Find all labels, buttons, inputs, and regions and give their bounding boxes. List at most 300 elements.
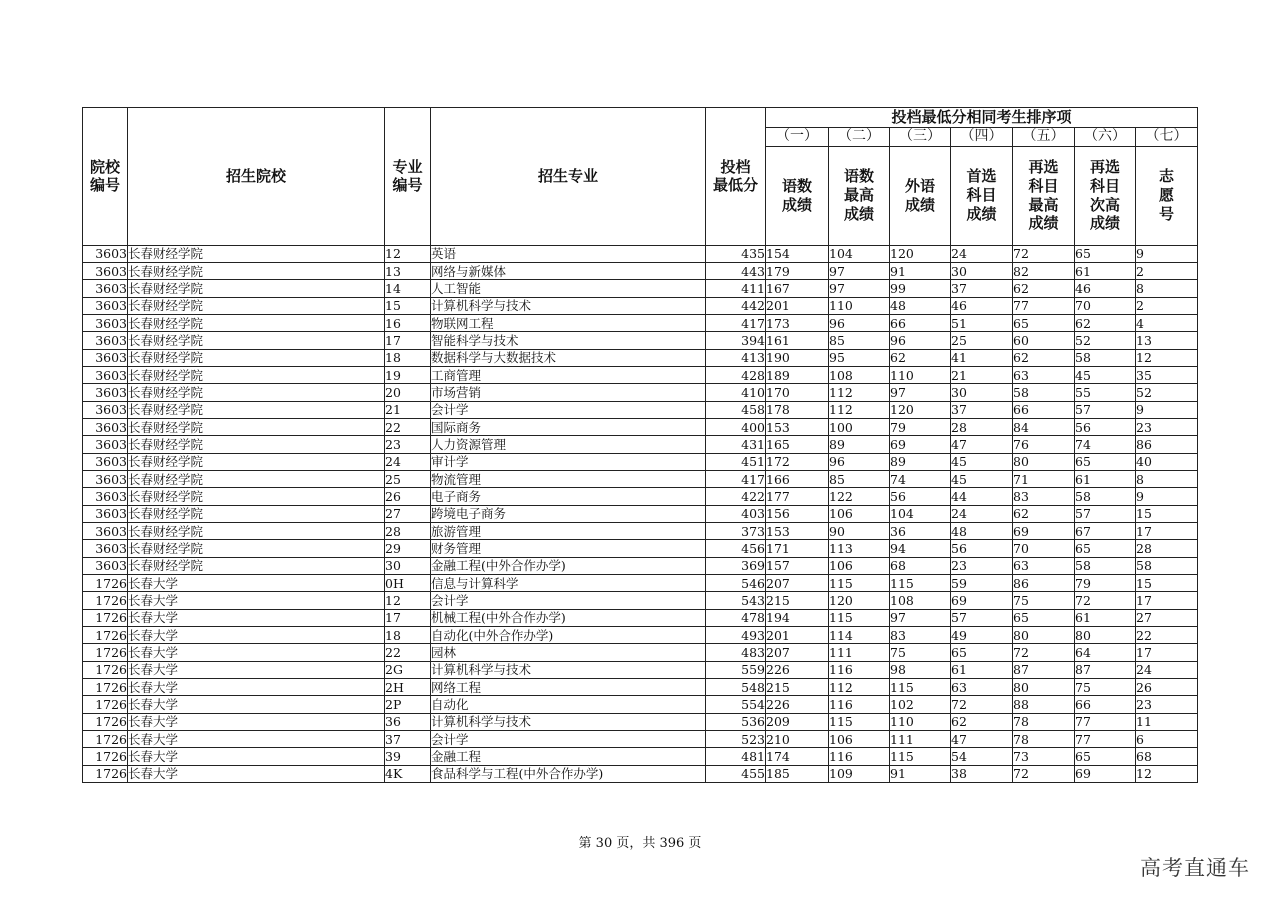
- table-row: [83, 592, 1198, 609]
- cell-elective-highest: 58: [1013, 384, 1075, 401]
- cell-chinese-math-max: 89: [829, 436, 890, 453]
- cell-first-subject: 46: [951, 297, 1013, 314]
- cell-min-score: 435: [706, 245, 766, 262]
- cell-preference: 11: [1136, 713, 1198, 730]
- cell-preference: 26: [1136, 679, 1198, 696]
- cell-first-subject: 54: [951, 748, 1013, 765]
- table-row: [83, 644, 1198, 661]
- cell-elective-second: 77: [1075, 713, 1136, 730]
- cell-first-subject: 30: [951, 384, 1013, 401]
- cell-school-code: 3603: [83, 540, 128, 557]
- cell-elective-second: 58: [1075, 349, 1136, 366]
- cell-foreign-language: 120: [890, 245, 951, 262]
- cell-preference: 4: [1136, 314, 1198, 331]
- cell-school-code: 1726: [83, 627, 128, 644]
- cell-major-name: 会计学: [431, 401, 706, 418]
- cell-first-subject: 59: [951, 575, 1013, 592]
- cell-elective-second: 64: [1075, 644, 1136, 661]
- table-row: [83, 418, 1198, 435]
- cell-school-name: 长春大学: [128, 627, 385, 644]
- cell-foreign-language: 91: [890, 262, 951, 279]
- header-order: （二）: [829, 128, 890, 147]
- cell-school-name: 长春大学: [128, 713, 385, 730]
- cell-school-name: 长春财经学院: [128, 557, 385, 574]
- cell-elective-highest: 84: [1013, 418, 1075, 435]
- table-row: [83, 609, 1198, 626]
- cell-chinese-math: 153: [766, 418, 829, 435]
- cell-foreign-language: 111: [890, 731, 951, 748]
- cell-preference: 24: [1136, 661, 1198, 678]
- header-chinese-math-score: 语数 成绩: [766, 146, 829, 245]
- cell-elective-second: 58: [1075, 488, 1136, 505]
- cell-min-score: 417: [706, 470, 766, 487]
- cell-school-code: 1726: [83, 696, 128, 713]
- cell-elective-highest: 69: [1013, 523, 1075, 540]
- cell-major-name: 财务管理: [431, 540, 706, 557]
- cell-major-code: 20: [385, 384, 431, 401]
- header-major-name: 招生专业: [431, 108, 706, 246]
- cell-min-score: 554: [706, 696, 766, 713]
- cell-foreign-language: 115: [890, 679, 951, 696]
- header-order: （一）: [766, 128, 829, 147]
- cell-chinese-math: 209: [766, 713, 829, 730]
- table-row: [83, 696, 1198, 713]
- cell-chinese-math: 185: [766, 765, 829, 782]
- cell-min-score: 443: [706, 262, 766, 279]
- cell-chinese-math-max: 106: [829, 505, 890, 522]
- cell-school-code: 1726: [83, 661, 128, 678]
- cell-school-code: 1726: [83, 592, 128, 609]
- cell-min-score: 400: [706, 418, 766, 435]
- cell-major-name: 金融工程: [431, 748, 706, 765]
- cell-chinese-math: 226: [766, 696, 829, 713]
- table-row: [83, 401, 1198, 418]
- cell-school-name: 长春大学: [128, 592, 385, 609]
- cell-school-code: 3603: [83, 280, 128, 297]
- cell-min-score: 422: [706, 488, 766, 505]
- cell-major-code: 17: [385, 609, 431, 626]
- cell-min-score: 536: [706, 713, 766, 730]
- cell-foreign-language: 98: [890, 661, 951, 678]
- cell-major-code: 37: [385, 731, 431, 748]
- cell-preference: 12: [1136, 765, 1198, 782]
- table-row: [83, 540, 1198, 557]
- cell-preference: 28: [1136, 540, 1198, 557]
- cell-preference: 15: [1136, 575, 1198, 592]
- cell-major-name: 会计学: [431, 731, 706, 748]
- table-row: [83, 765, 1198, 782]
- cell-school-name: 长春财经学院: [128, 418, 385, 435]
- cell-school-code: 3603: [83, 470, 128, 487]
- cell-elective-second: 57: [1075, 401, 1136, 418]
- cell-first-subject: 47: [951, 436, 1013, 453]
- cell-elective-highest: 83: [1013, 488, 1075, 505]
- cell-chinese-math-max: 96: [829, 453, 890, 470]
- cell-chinese-math: 171: [766, 540, 829, 557]
- cell-chinese-math-max: 85: [829, 332, 890, 349]
- table-row: [83, 679, 1198, 696]
- cell-major-code: 17: [385, 332, 431, 349]
- cell-chinese-math: 178: [766, 401, 829, 418]
- cell-elective-highest: 88: [1013, 696, 1075, 713]
- cell-school-name: 长春财经学院: [128, 401, 385, 418]
- cell-foreign-language: 97: [890, 609, 951, 626]
- cell-first-subject: 23: [951, 557, 1013, 574]
- cell-chinese-math-max: 106: [829, 557, 890, 574]
- cell-elective-highest: 80: [1013, 627, 1075, 644]
- cell-elective-second: 65: [1075, 748, 1136, 765]
- cell-first-subject: 57: [951, 609, 1013, 626]
- cell-school-code: 3603: [83, 384, 128, 401]
- cell-preference: 17: [1136, 644, 1198, 661]
- cell-preference: 22: [1136, 627, 1198, 644]
- cell-min-score: 478: [706, 609, 766, 626]
- cell-major-name: 信息与计算科学: [431, 575, 706, 592]
- cell-school-name: 长春财经学院: [128, 366, 385, 383]
- cell-chinese-math: 190: [766, 349, 829, 366]
- cell-elective-highest: 65: [1013, 314, 1075, 331]
- cell-preference: 23: [1136, 696, 1198, 713]
- cell-chinese-math-max: 111: [829, 644, 890, 661]
- cell-major-name: 计算机科学与技术: [431, 297, 706, 314]
- cell-foreign-language: 69: [890, 436, 951, 453]
- cell-chinese-math-max: 106: [829, 731, 890, 748]
- cell-foreign-language: 83: [890, 627, 951, 644]
- cell-elective-highest: 87: [1013, 661, 1075, 678]
- cell-first-subject: 49: [951, 627, 1013, 644]
- cell-chinese-math-max: 112: [829, 679, 890, 696]
- table-row: [83, 349, 1198, 366]
- cell-min-score: 373: [706, 523, 766, 540]
- cell-elective-second: 65: [1075, 245, 1136, 262]
- cell-chinese-math: 194: [766, 609, 829, 626]
- cell-min-score: 413: [706, 349, 766, 366]
- cell-elective-highest: 86: [1013, 575, 1075, 592]
- cell-elective-highest: 78: [1013, 731, 1075, 748]
- cell-elective-highest: 78: [1013, 713, 1075, 730]
- cell-major-code: 2H: [385, 679, 431, 696]
- cell-major-name: 物流管理: [431, 470, 706, 487]
- header-school-code: 院校 编号: [83, 108, 128, 246]
- table-row: [83, 332, 1198, 349]
- cell-foreign-language: 91: [890, 765, 951, 782]
- cell-school-name: 长春财经学院: [128, 332, 385, 349]
- cell-elective-second: 56: [1075, 418, 1136, 435]
- cell-school-code: 3603: [83, 488, 128, 505]
- cell-major-code: 2P: [385, 696, 431, 713]
- cell-elective-highest: 62: [1013, 349, 1075, 366]
- cell-preference: 35: [1136, 366, 1198, 383]
- cell-major-code: 2G: [385, 661, 431, 678]
- cell-elective-second: 45: [1075, 366, 1136, 383]
- cell-elective-second: 66: [1075, 696, 1136, 713]
- cell-first-subject: 65: [951, 644, 1013, 661]
- cell-first-subject: 37: [951, 401, 1013, 418]
- cell-school-code: 3603: [83, 245, 128, 262]
- cell-major-name: 英语: [431, 245, 706, 262]
- cell-chinese-math-max: 85: [829, 470, 890, 487]
- cell-major-code: 0H: [385, 575, 431, 592]
- table-row: [83, 384, 1198, 401]
- header-chinese-math-max: 语数 最高 成绩: [829, 146, 890, 245]
- cell-chinese-math-max: 112: [829, 384, 890, 401]
- cell-elective-highest: 73: [1013, 748, 1075, 765]
- cell-preference: 6: [1136, 731, 1198, 748]
- cell-elective-highest: 82: [1013, 262, 1075, 279]
- cell-chinese-math-max: 97: [829, 262, 890, 279]
- cell-major-name: 数据科学与大数据技术: [431, 349, 706, 366]
- header-order: （四）: [951, 128, 1013, 147]
- cell-elective-highest: 60: [1013, 332, 1075, 349]
- cell-major-code: 13: [385, 262, 431, 279]
- cell-min-score: 546: [706, 575, 766, 592]
- table-row: [83, 557, 1198, 574]
- cell-first-subject: 47: [951, 731, 1013, 748]
- cell-foreign-language: 110: [890, 366, 951, 383]
- cell-elective-second: 75: [1075, 679, 1136, 696]
- cell-school-code: 3603: [83, 262, 128, 279]
- cell-elective-second: 72: [1075, 592, 1136, 609]
- cell-school-code: 3603: [83, 523, 128, 540]
- cell-elective-highest: 72: [1013, 765, 1075, 782]
- cell-major-name: 物联网工程: [431, 314, 706, 331]
- cell-preference: 58: [1136, 557, 1198, 574]
- cell-first-subject: 69: [951, 592, 1013, 609]
- cell-elective-highest: 80: [1013, 453, 1075, 470]
- cell-preference: 8: [1136, 280, 1198, 297]
- cell-elective-second: 87: [1075, 661, 1136, 678]
- cell-preference: 68: [1136, 748, 1198, 765]
- cell-chinese-math-max: 90: [829, 523, 890, 540]
- cell-first-subject: 62: [951, 713, 1013, 730]
- cell-major-name: 自动化: [431, 696, 706, 713]
- cell-preference: 15: [1136, 505, 1198, 522]
- cell-school-name: 长春财经学院: [128, 349, 385, 366]
- cell-chinese-math-max: 109: [829, 765, 890, 782]
- cell-preference: 52: [1136, 384, 1198, 401]
- cell-major-code: 25: [385, 470, 431, 487]
- header-school-name: 招生院校: [128, 108, 385, 246]
- cell-first-subject: 61: [951, 661, 1013, 678]
- cell-school-code: 1726: [83, 609, 128, 626]
- cell-elective-highest: 63: [1013, 366, 1075, 383]
- cell-min-score: 481: [706, 748, 766, 765]
- cell-preference: 2: [1136, 297, 1198, 314]
- cell-school-code: 3603: [83, 401, 128, 418]
- cell-major-code: 15: [385, 297, 431, 314]
- cell-chinese-math: 161: [766, 332, 829, 349]
- header-min-score: 投档 最低分: [706, 108, 766, 246]
- cell-min-score: 548: [706, 679, 766, 696]
- cell-major-code: 39: [385, 748, 431, 765]
- cell-school-name: 长春大学: [128, 765, 385, 782]
- cell-elective-second: 52: [1075, 332, 1136, 349]
- cell-first-subject: 25: [951, 332, 1013, 349]
- cell-school-name: 长春大学: [128, 575, 385, 592]
- cell-chinese-math: 167: [766, 280, 829, 297]
- cell-elective-highest: 76: [1013, 436, 1075, 453]
- cell-foreign-language: 115: [890, 748, 951, 765]
- cell-school-name: 长春财经学院: [128, 314, 385, 331]
- cell-major-name: 食品科学与工程(中外合作办学): [431, 765, 706, 782]
- cell-chinese-math-max: 122: [829, 488, 890, 505]
- cell-first-subject: 44: [951, 488, 1013, 505]
- table-row: [83, 488, 1198, 505]
- cell-major-name: 国际商务: [431, 418, 706, 435]
- table-row: [83, 297, 1198, 314]
- cell-chinese-math: 157: [766, 557, 829, 574]
- table-row: [83, 280, 1198, 297]
- cell-foreign-language: 56: [890, 488, 951, 505]
- table-row: [83, 627, 1198, 644]
- cell-major-code: 12: [385, 592, 431, 609]
- cell-major-name: 自动化(中外合作办学): [431, 627, 706, 644]
- cell-major-code: 18: [385, 349, 431, 366]
- cell-min-score: 411: [706, 280, 766, 297]
- cell-elective-second: 62: [1075, 314, 1136, 331]
- cell-school-code: 3603: [83, 505, 128, 522]
- cell-foreign-language: 94: [890, 540, 951, 557]
- header-order: （三）: [890, 128, 951, 147]
- cell-chinese-math-max: 115: [829, 575, 890, 592]
- cell-school-code: 3603: [83, 453, 128, 470]
- cell-elective-highest: 63: [1013, 557, 1075, 574]
- cell-school-name: 长春财经学院: [128, 436, 385, 453]
- table-row: [83, 661, 1198, 678]
- cell-foreign-language: 99: [890, 280, 951, 297]
- header-first-subject-score: 首选 科目 成绩: [951, 146, 1013, 245]
- cell-min-score: 442: [706, 297, 766, 314]
- cell-elective-second: 79: [1075, 575, 1136, 592]
- cell-school-name: 长春大学: [128, 679, 385, 696]
- cell-major-name: 审计学: [431, 453, 706, 470]
- cell-major-name: 旅游管理: [431, 523, 706, 540]
- cell-major-code: 24: [385, 453, 431, 470]
- cell-min-score: 456: [706, 540, 766, 557]
- table-row: [83, 453, 1198, 470]
- cell-chinese-math: 156: [766, 505, 829, 522]
- cell-school-code: 3603: [83, 297, 128, 314]
- cell-school-name: 长春财经学院: [128, 505, 385, 522]
- cell-chinese-math: 154: [766, 245, 829, 262]
- cell-major-name: 工商管理: [431, 366, 706, 383]
- cell-chinese-math-max: 116: [829, 696, 890, 713]
- cell-first-subject: 45: [951, 470, 1013, 487]
- table-row: [83, 713, 1198, 730]
- cell-chinese-math: 174: [766, 748, 829, 765]
- cell-school-code: 1726: [83, 765, 128, 782]
- cell-elective-second: 58: [1075, 557, 1136, 574]
- cell-major-name: 网络工程: [431, 679, 706, 696]
- cell-preference: 13: [1136, 332, 1198, 349]
- cell-school-name: 长春财经学院: [128, 384, 385, 401]
- cell-chinese-math-max: 115: [829, 609, 890, 626]
- table-row: [83, 523, 1198, 540]
- cell-school-name: 长春财经学院: [128, 453, 385, 470]
- cell-preference: 9: [1136, 401, 1198, 418]
- cell-major-code: 21: [385, 401, 431, 418]
- cell-major-code: 36: [385, 713, 431, 730]
- cell-preference: 27: [1136, 609, 1198, 626]
- cell-preference: 40: [1136, 453, 1198, 470]
- cell-elective-second: 74: [1075, 436, 1136, 453]
- cell-major-code: 29: [385, 540, 431, 557]
- table-row: [83, 366, 1198, 383]
- cell-chinese-math: 215: [766, 679, 829, 696]
- cell-min-score: 417: [706, 314, 766, 331]
- table-row: [83, 245, 1198, 262]
- cell-first-subject: 45: [951, 453, 1013, 470]
- table-header: [83, 108, 1198, 246]
- cell-school-code: 1726: [83, 731, 128, 748]
- cell-foreign-language: 115: [890, 575, 951, 592]
- cell-school-code: 3603: [83, 349, 128, 366]
- cell-foreign-language: 62: [890, 349, 951, 366]
- cell-chinese-math-max: 115: [829, 713, 890, 730]
- cell-preference: 23: [1136, 418, 1198, 435]
- cell-major-name: 金融工程(中外合作办学): [431, 557, 706, 574]
- cell-elective-second: 61: [1075, 609, 1136, 626]
- cell-major-name: 计算机科学与技术: [431, 661, 706, 678]
- cell-school-name: 长春财经学院: [128, 523, 385, 540]
- cell-first-subject: 63: [951, 679, 1013, 696]
- cell-school-name: 长春大学: [128, 661, 385, 678]
- cell-first-subject: 41: [951, 349, 1013, 366]
- cell-school-code: 3603: [83, 418, 128, 435]
- cell-chinese-math-max: 116: [829, 748, 890, 765]
- cell-major-name: 会计学: [431, 592, 706, 609]
- cell-min-score: 403: [706, 505, 766, 522]
- cell-school-name: 长春大学: [128, 609, 385, 626]
- cell-major-name: 电子商务: [431, 488, 706, 505]
- cell-chinese-math-max: 114: [829, 627, 890, 644]
- cell-school-name: 长春大学: [128, 748, 385, 765]
- cell-elective-highest: 72: [1013, 245, 1075, 262]
- table-row: [83, 314, 1198, 331]
- cell-min-score: 410: [706, 384, 766, 401]
- cell-chinese-math-max: 110: [829, 297, 890, 314]
- header-elective-second: 再选 科目 次高 成绩: [1075, 146, 1136, 245]
- table-body: [83, 245, 1198, 783]
- cell-min-score: 451: [706, 453, 766, 470]
- cell-elective-second: 65: [1075, 540, 1136, 557]
- cell-elective-second: 70: [1075, 297, 1136, 314]
- cell-school-name: 长春财经学院: [128, 245, 385, 262]
- cell-min-score: 428: [706, 366, 766, 383]
- cell-foreign-language: 68: [890, 557, 951, 574]
- cell-major-name: 市场营销: [431, 384, 706, 401]
- cell-major-code: 14: [385, 280, 431, 297]
- cell-preference: 12: [1136, 349, 1198, 366]
- cell-major-code: 4K: [385, 765, 431, 782]
- header-order: （六）: [1075, 128, 1136, 147]
- cell-elective-highest: 75: [1013, 592, 1075, 609]
- header-preference-number: 志 愿 号: [1136, 146, 1198, 245]
- cell-foreign-language: 108: [890, 592, 951, 609]
- cell-chinese-math: 165: [766, 436, 829, 453]
- admission-score-table: [82, 107, 1198, 783]
- cell-elective-second: 65: [1075, 453, 1136, 470]
- cell-elective-highest: 62: [1013, 505, 1075, 522]
- cell-elective-highest: 80: [1013, 679, 1075, 696]
- cell-foreign-language: 110: [890, 713, 951, 730]
- cell-major-code: 27: [385, 505, 431, 522]
- cell-major-code: 16: [385, 314, 431, 331]
- cell-major-code: 26: [385, 488, 431, 505]
- cell-preference: 86: [1136, 436, 1198, 453]
- cell-first-subject: 21: [951, 366, 1013, 383]
- cell-min-score: 455: [706, 765, 766, 782]
